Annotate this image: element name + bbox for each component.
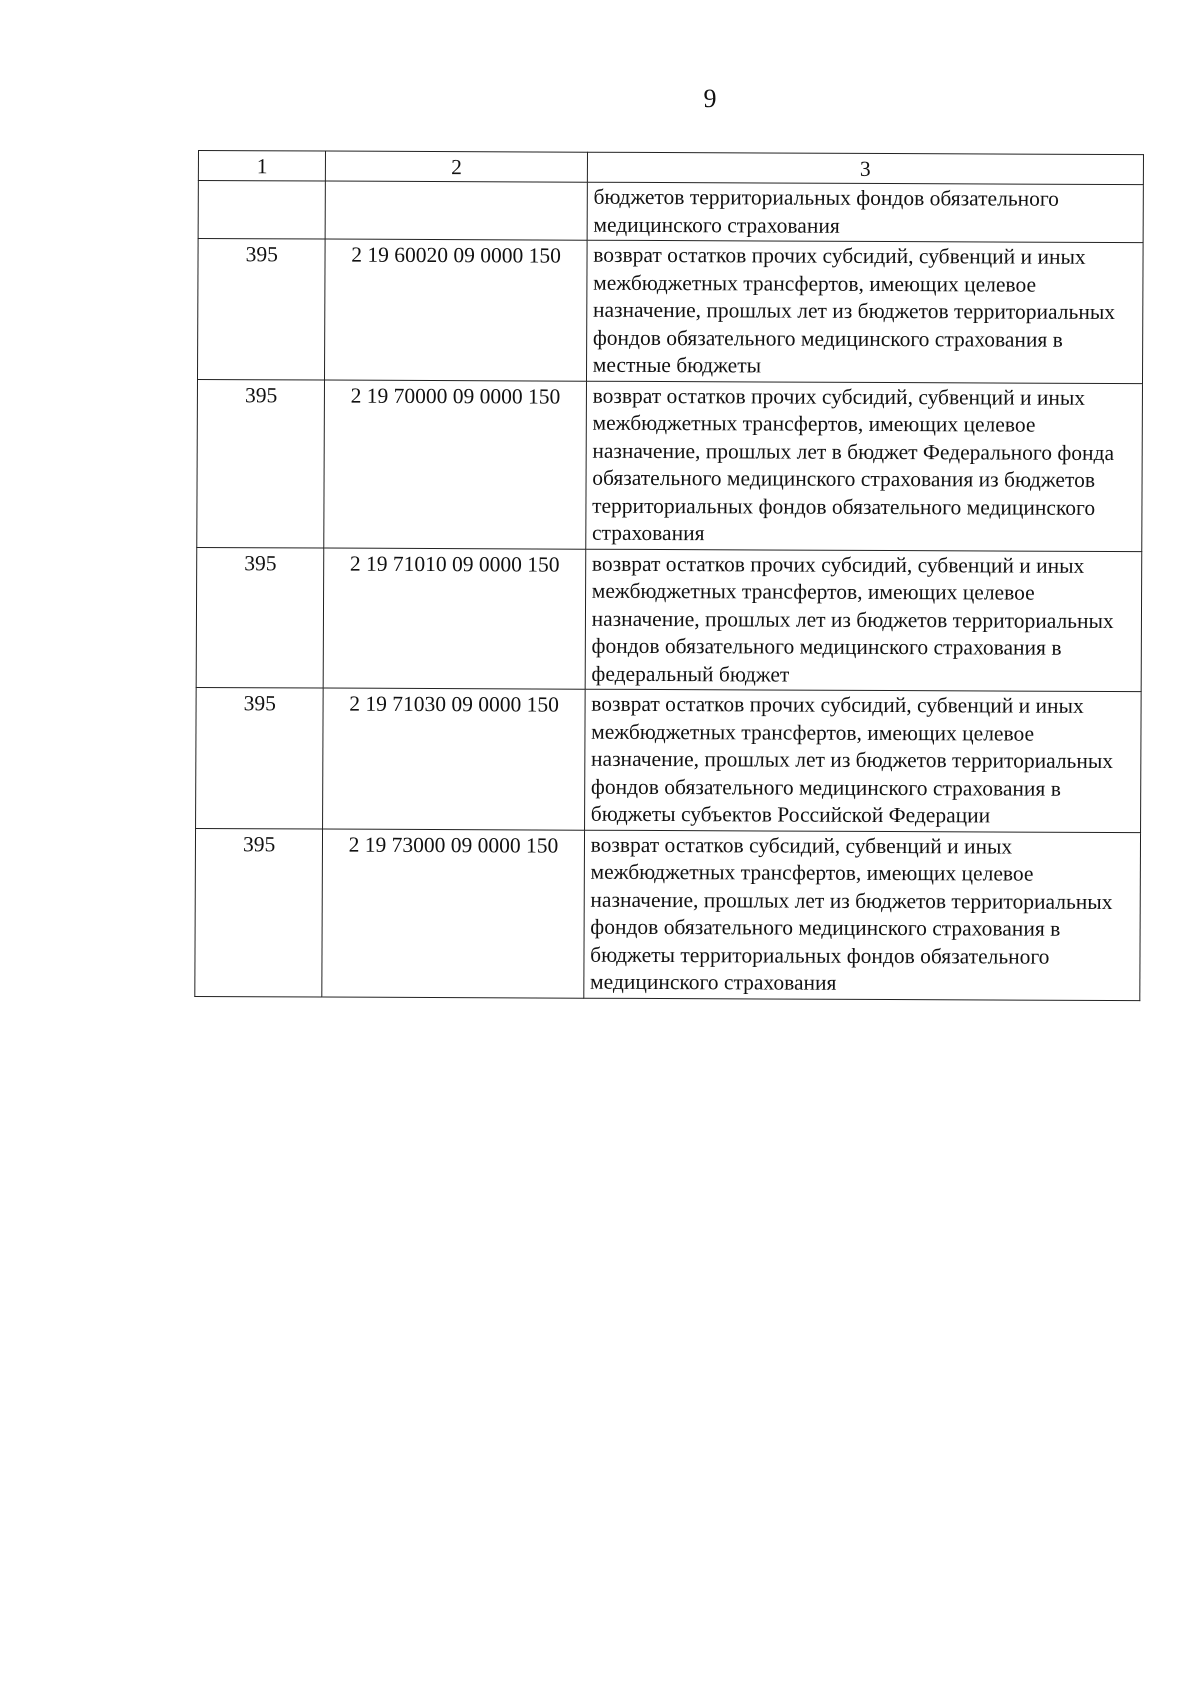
- budget-code-cell: 2 19 71030 09 0000 150: [323, 688, 585, 830]
- budget-code-cell: 2 19 73000 09 0000 150: [322, 829, 584, 998]
- admin-code-cell: 395: [195, 828, 323, 997]
- description-cell: возврат остатков прочих субсидий, субвенций и иных межбюджетных трансфертов, имеющих целевое назначение, прошлых лет в бюджет Федерального фонда обязательного медицинского страхования из бюджетов территориальных фондов обязательного медицинского страхования: [585, 381, 1142, 551]
- table-row: [198, 181, 1143, 243]
- description-cell: возврат остатков прочих субсидий, субвенций и иных межбюджетных трансфертов, имеющих целевое назначение, прошлых лет из бюджетов территориальных фондов обязательного медицинского страхования в федеральный бюджет: [585, 549, 1142, 692]
- header-col-1: 1: [198, 151, 326, 182]
- budget-code-cell: 2 19 60020 09 0000 150: [325, 239, 587, 381]
- budget-code-cell: 2 19 70000 09 0000 150: [324, 380, 586, 549]
- budget-codes-table: [194, 150, 1144, 1001]
- table-header-row: [198, 151, 1143, 185]
- admin-code-cell: 395: [196, 547, 324, 688]
- description-cell: бюджетов территориальных фондов обязательного медицинского страхования: [587, 182, 1144, 242]
- table-row: [196, 687, 1142, 832]
- header-col-3: 3: [587, 152, 1143, 184]
- description-cell: возврат остатков субсидий, субвенций и иных межбюджетных трансфертов, имеющих целевое назначение, прошлых лет из бюджетов территориальных фондов обязательного медицинского страхования в бюджеты территориальных фондов обязательного медицинского страхования: [584, 830, 1141, 1000]
- header-col-2: 2: [326, 151, 587, 182]
- table-row: [198, 239, 1144, 384]
- description-cell: возврат остатков прочих субсидий, субвенций и иных межбюджетных трансфертов, имеющих целевое назначение, прошлых лет из бюджетов территориальных фондов обязательного медицинского страхования в местные бюджеты: [586, 240, 1143, 383]
- budget-code-cell: [326, 181, 588, 240]
- admin-code-cell: 395: [198, 239, 326, 380]
- table-row: [196, 547, 1142, 692]
- table-row: [195, 828, 1141, 1000]
- description-cell: возврат остатков прочих субсидий, субвенций и иных межбюджетных трансфертов, имеющих целевое назначение, прошлых лет из бюджетов территориальных фондов обязательного медицинского страхования в бюджеты субъектов Российской Федерации: [584, 689, 1141, 832]
- page-number: 9: [703, 84, 717, 113]
- budget-code-cell: 2 19 71010 09 0000 150: [324, 548, 586, 690]
- admin-code-cell: 395: [197, 379, 325, 548]
- admin-code-cell: [198, 181, 326, 240]
- admin-code-cell: 395: [196, 687, 324, 828]
- table-row: [197, 379, 1143, 551]
